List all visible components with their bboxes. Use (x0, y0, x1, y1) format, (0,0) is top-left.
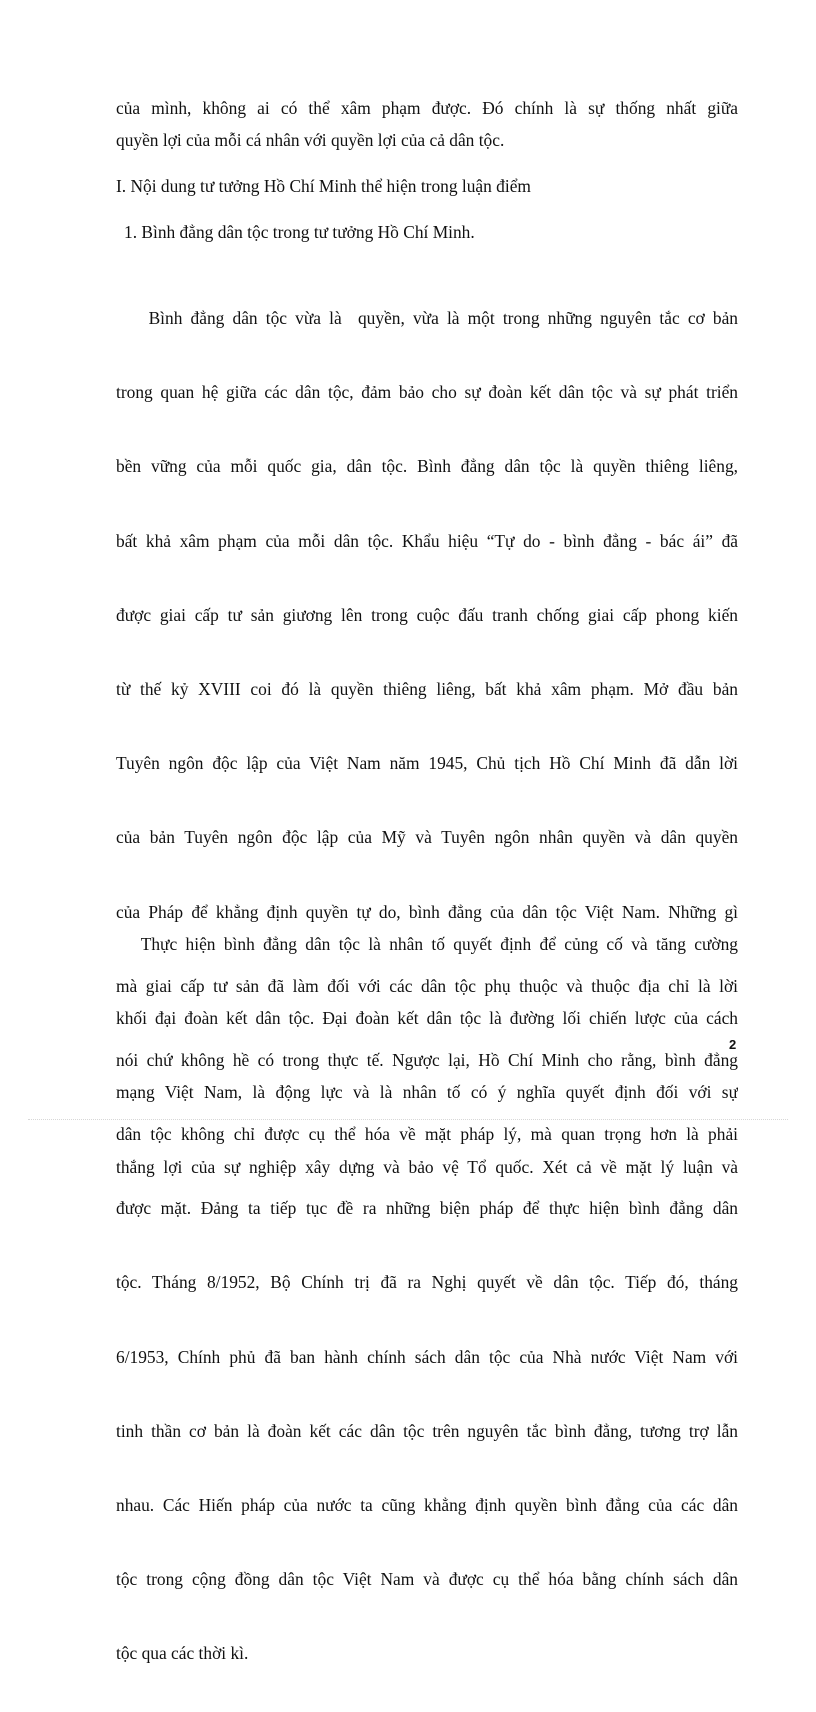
text-line: bền vững của mỗi quốc gia, dân tộc. Bình đẳng dân tộc là quyền thiêng liêng, (116, 456, 738, 477)
text-line: của mình, không ai có thể xâm phạm được. Đó chính là sự thống nhất giữa (116, 98, 738, 118)
text-line: thắng lợi của sự nghiệp xây dựng và bảo vệ Tổ quốc. Xét cả về mặt lý luận và (116, 1156, 738, 1177)
text-line: bất khả xâm phạm của mỗi dân tộc. Khẩu hiệu “Tự do - bình đẳng - bác ái” đã (116, 530, 738, 551)
text-line: nhau. Các Hiến pháp của nước ta cũng khẳng định quyền bình đẳng của các dân (116, 1495, 738, 1515)
text-line: mà giai cấp tư sản đã làm đối với các dân tộc phụ thuộc và thuộc địa chỉ là lời (116, 975, 738, 996)
text-line: của bản Tuyên ngôn độc lập của Mỹ và Tuyên ngôn nhân quyền và dân quyền (116, 827, 738, 848)
text-line: Bình đẳng dân tộc vừa là quyền, vừa là một trong những nguyên tắc cơ bản (116, 308, 738, 328)
text-line: tộc. Tháng 8/1952, Bộ Chính trị đã ra Nghị quyết về dân tộc. Tiếp đó, tháng (116, 1272, 738, 1293)
text-line: của Pháp để khẳng định quyền tự do, bình đẳng của dân tộc Việt Nam. Những gì (116, 901, 738, 922)
page-number: 2 (729, 1037, 737, 1052)
text-line: trong quan hệ giữa các dân tộc, đảm bảo cho sự đoàn kết dân tộc và sự phát triển (116, 382, 738, 403)
text-line: khối đại đoàn kết dân tộc. Đại đoàn kết dân tộc là đường lối chiến lược của cách (116, 1008, 738, 1029)
text-line: Thực hiện bình đẳng dân tộc là nhân tố quyết định để củng cố và tăng cường (116, 934, 738, 954)
subsection-heading: 1. Bình đẳng dân tộc trong tư tưởng Hồ Chí Minh. (124, 222, 475, 242)
text-line: dân tộc không chỉ được cụ thể hóa về mặt pháp lý, mà quan trọng hơn là phải (116, 1124, 738, 1145)
paragraph-thuc-hien-binh-dang (116, 886, 738, 1225)
text-line: được mặt. Đảng ta tiếp tục đề ra những biện pháp để thực hiện bình đẳng dân (116, 1198, 738, 1219)
intro-paragraph (116, 92, 738, 156)
text-line: quyền lợi của mỗi cá nhân với quyền lợi của cả dân tộc. (116, 130, 505, 151)
text-line: nói chứ không hề có trong thực tế. Ngược lại, Hồ Chí Minh cho rằng, bình đẳng (116, 1049, 738, 1070)
text-line: từ thế kỷ XVIII coi đó là quyền thiêng liêng, bất khả xâm phạm. Mở đầu bản (116, 678, 738, 699)
text-line: Tuyên ngôn độc lập của Việt Nam năm 1945, Chủ tịch Hồ Chí Minh đã dẫn lời (116, 753, 738, 774)
text-line: mạng Việt Nam, là động lực và là nhân tố có ý nghĩa quyết định đối với sự (116, 1082, 738, 1103)
text-line: được giai cấp tư sản giương lên trong cuộc đấu tranh chống giai cấp phong kiến (116, 604, 738, 625)
text-line: tộc trong cộng đồng dân tộc Việt Nam và được cụ thể hóa bằng chính sách dân (116, 1569, 738, 1590)
text-line: 6/1953, Chính phủ đã ban hành chính sách dân tộc của Nhà nước Việt Nam với (116, 1346, 738, 1367)
text-line: tinh thần cơ bản là đoàn kết các dân tộc trên nguyên tắc bình đẳng, tương trợ lẫn (116, 1420, 738, 1441)
text-line: tộc qua các thời kì. (116, 1643, 249, 1664)
page-bottom-divider (28, 1119, 788, 1120)
section-heading: I. Nội dung tư tưởng Hồ Chí Minh thể hiện trong luận điểm (116, 176, 531, 196)
